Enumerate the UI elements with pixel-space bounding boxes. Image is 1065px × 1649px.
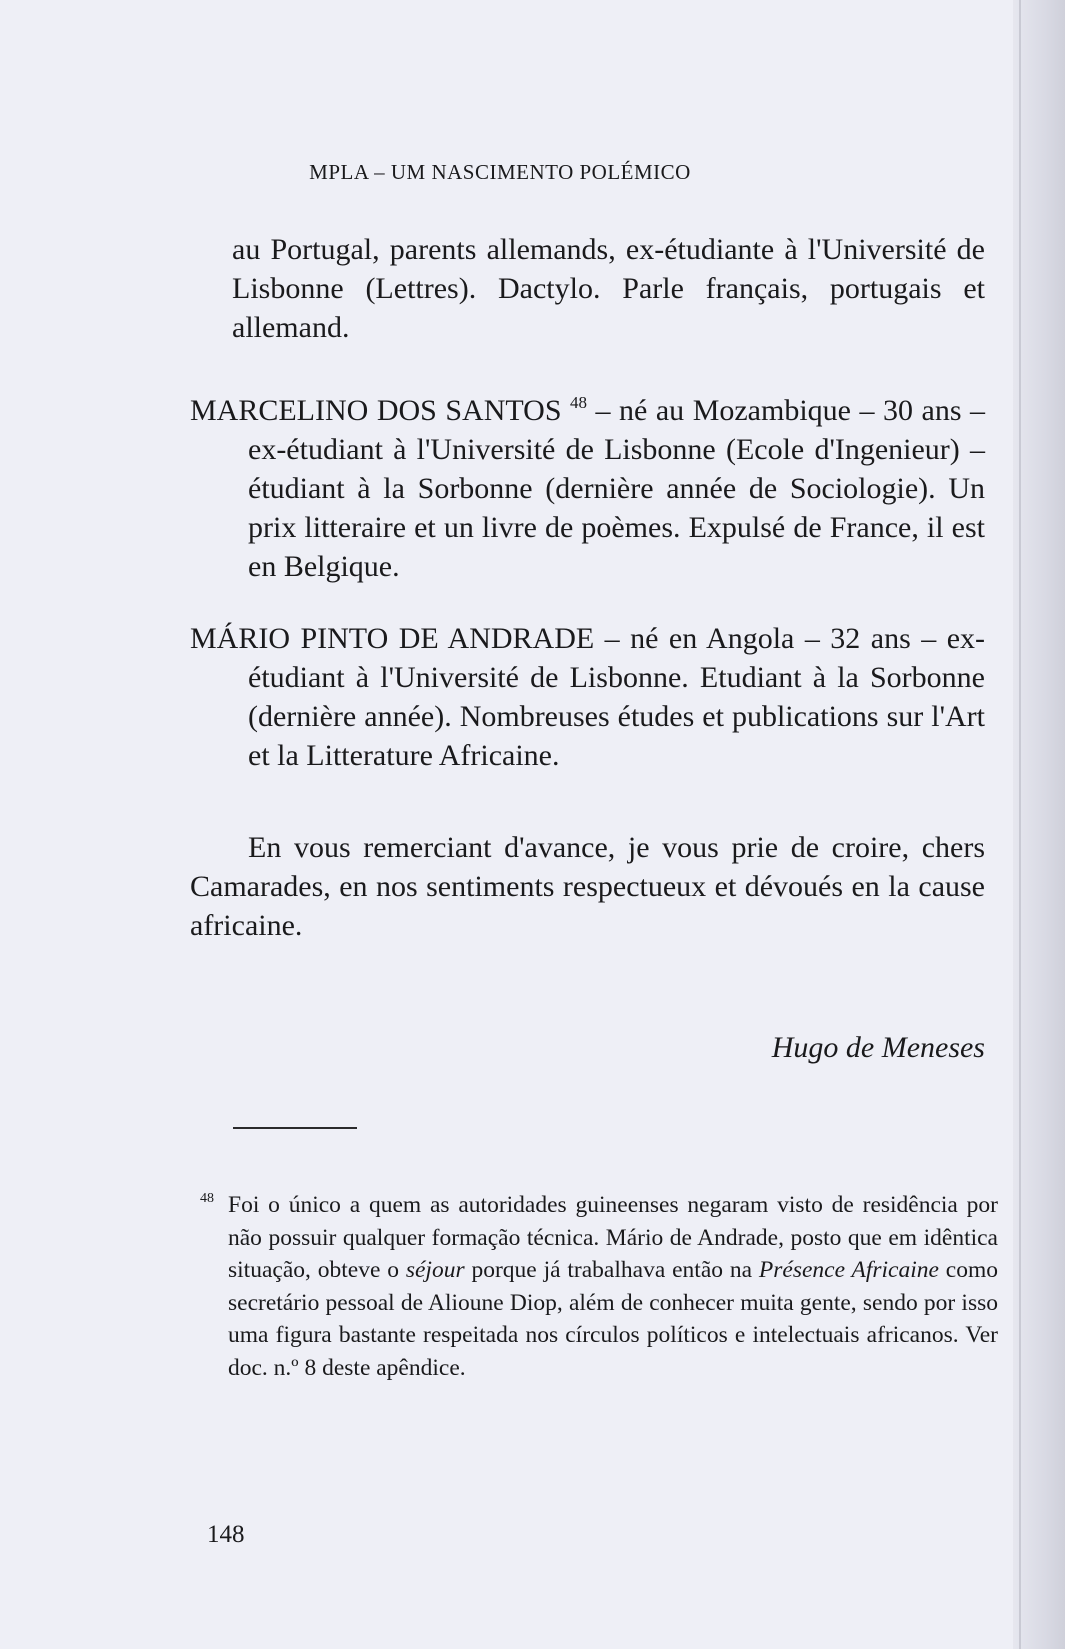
footnote-reference: 48 xyxy=(570,393,588,412)
footnote xyxy=(200,1189,998,1384)
footnote-number: 48 xyxy=(200,1191,214,1206)
closing-block xyxy=(190,828,985,945)
footnote-text-part: como secretário pessoal de Alioune Diop, além de conhecer muita gente, sendo por isso uma figura bastante respeitada nos círculos políticos e intelectuais africanos. Ver doc. n.º 8 deste apêndice. xyxy=(228,1257,998,1381)
entry-marcelino xyxy=(190,391,985,586)
footnote-text-part: Foi o único a quem as autoridades guineenses negaram visto de residência por não possuir qualquer formação técnica. Mário de Andrade, posto que em idêntica situação, obteve o xyxy=(228,1192,998,1283)
footnote-italic-term: séjour xyxy=(405,1257,465,1283)
entry-mario xyxy=(190,619,985,775)
entry-paragraph xyxy=(190,619,985,775)
closing-paragraph: En vous remerciant d'avance, je vous prie de croire, chers Camarades, en nos sentiments respectueux et dévoués en la cause africaine. xyxy=(190,831,985,942)
entry-name: MÁRIO PINTO DE ANDRADE xyxy=(190,622,595,655)
signature: Hugo de Meneses xyxy=(771,1031,985,1064)
entry-text: – né au Mozambique – 30 ans – ex-étudiant à l'Université de Lisbonne (Ecole d'Ingenieur) – étudiant à la Sorbonne (dernière année de Sociologie). Un prix litteraire et un livre de poèmes. Expulsé de France, il est en Belgique. xyxy=(248,394,986,583)
continuation-paragraph: au Portugal, parents allemands, ex-étudiante à l'Université de Lisbonne (Lettres). Dactylo. Parle français, portugais et allemand. xyxy=(232,233,985,344)
footnote-italic-title: Présence Africaine xyxy=(758,1257,939,1283)
entry-paragraph xyxy=(190,391,985,586)
entry-text: – né en Angola – 32 ans – ex-étudiant à l'Université de Lisbonne. Etudiant à la Sorbonne (dernière année). Nombreuses études et publications sur l'Art et la Litterature Africaine. xyxy=(248,622,985,772)
page-number: 148 xyxy=(207,1521,245,1548)
footnote-text-part: porque já trabalhava então na xyxy=(464,1257,759,1283)
running-head: MPLA – UM NASCIMENTO POLÉMICO xyxy=(309,160,691,184)
entry-name: MARCELINO DOS SANTOS xyxy=(190,394,562,427)
page-gutter-line xyxy=(1019,0,1021,1649)
continuation-block xyxy=(190,230,985,347)
footnote-divider xyxy=(233,1127,357,1129)
